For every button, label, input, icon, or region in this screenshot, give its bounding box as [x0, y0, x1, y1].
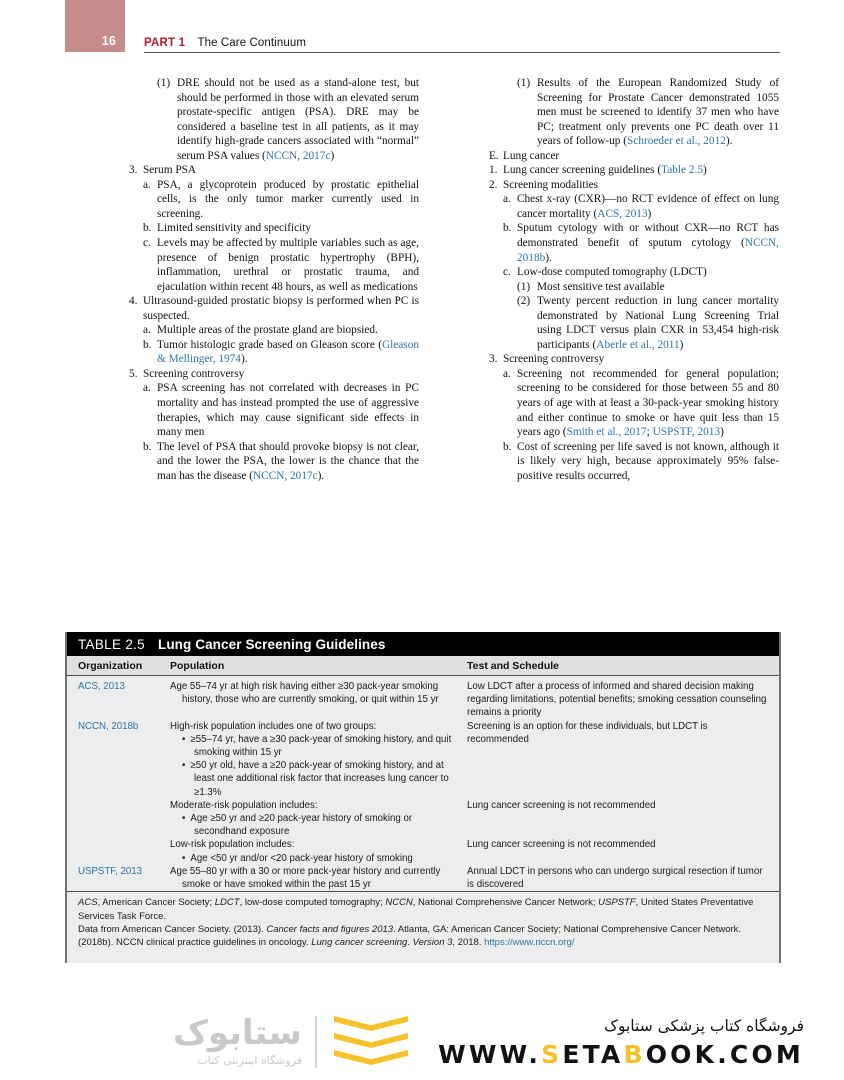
outline-text: Low-dose computed tomography (LDCT): [517, 266, 707, 279]
cell-organization: [67, 865, 170, 891]
outline-marker: E.: [489, 149, 499, 162]
outline-marker: b.: [143, 222, 152, 235]
right-text-column: [489, 76, 779, 483]
outline-marker: a.: [503, 193, 511, 206]
outline-marker: 3.: [489, 353, 498, 366]
table-title-bar: [67, 632, 779, 656]
cell-test-schedule: Lung cancer screening is not recommended: [467, 799, 656, 811]
outline-item: [489, 178, 779, 193]
outline-text: Lung cancer screening guidelines (Table 2.5): [503, 164, 707, 177]
cell-population: [170, 865, 467, 891]
outline-item: [489, 192, 779, 221]
running-head: [144, 37, 306, 49]
outline-marker: b.: [503, 222, 512, 235]
outline-item: [129, 221, 419, 236]
body-columns: [0, 76, 844, 621]
outline-text: Screening controversy: [503, 353, 605, 366]
outline-text: PSA, a glycoprotein produced by prostatic epithelial cells, is the only tumor marker currently used in screening.: [157, 178, 419, 220]
outline-text: Multiple areas of the prostate gland are biopsied.: [157, 324, 378, 337]
table-row: [67, 865, 779, 891]
outline-marker: b.: [503, 440, 512, 453]
outline-marker: a.: [143, 178, 151, 191]
outline-marker: c.: [503, 266, 511, 279]
outline-item: [129, 294, 419, 323]
outline-marker: a.: [143, 324, 151, 337]
outline-text: Screening controversy: [143, 367, 245, 380]
outline-item: [129, 236, 419, 294]
running-head-part: PART 1: [144, 37, 186, 49]
cell-test-schedule: Lung cancer screening is not recommended: [467, 839, 656, 851]
table-title: Lung Cancer Screening Guidelines: [157, 636, 386, 652]
outline-text: DRE should not be used as a stand-alone test, but should be performed in those with an elevated serum prostate-specific antigen (PSA). DRE may be considered a baseline test in all patients, as it may identify high-grade cancers associated with “normal” serum PSA values (NCCN, 2017c): [177, 77, 419, 162]
outline-marker: 1.: [489, 164, 498, 177]
population-bullet: • Age ≥50 yr and ≥20 pack-year history of smoking or secondhand exposure: [182, 813, 413, 838]
outline-marker: 5.: [129, 367, 138, 380]
branding-tagline: فروشگاه کتاب پزشکی ستابوک: [604, 1017, 804, 1035]
outline-text: Sputum cytology with or without CXR—no RCT has demonstrated benefit of sputum cytology (NCCN, 2018b).: [517, 222, 779, 264]
outline-marker: 4.: [129, 295, 138, 308]
table-2-5: [65, 632, 781, 963]
bullet-icon: •: [182, 733, 186, 745]
outline-text: Screening modalities: [503, 178, 599, 191]
population-line: Low-risk population includes:: [170, 839, 295, 851]
outline-text: PSA screening has not correlated with decreases in PC mortality and has instead prompted the use of aggressive therapies, which may cause significant side effects in many men: [157, 382, 419, 439]
organization-citation[interactable]: ACS, 2013: [78, 681, 125, 692]
table-abbreviations: ACS, American Cancer Society; LDCT, low-dose computed tomography; NCCN, National Comprehensive Cancer Network; USPSTF, United States Preventative Services Task Force.: [78, 897, 754, 922]
outline-marker: (2): [517, 295, 531, 308]
cell-test-schedule: Annual LDCT in persons who can undergo surgical resection if tumor is discovered: [467, 865, 763, 891]
cell-test-schedule: Low LDCT after a process of informed and shared decision making regarding limitations, potential benefits; smoking cessation counseling remains a priority: [467, 681, 767, 719]
outline-text: The level of PSA that should provoke biopsy is not clear, and the lower the PSA, the lower is the chance that the man has the disease (NCCN, 2017c).: [157, 440, 419, 482]
outline-text: Levels may be affected by multiple variables such as age, presence of benign prostatic hypertrophy (BPH), inflammation, urethral or prostatic trauma, and ejaculation within recent 48 hours, as well as medications: [157, 237, 419, 293]
cell-population: [170, 720, 467, 799]
table-body: [67, 676, 779, 891]
outline-item: [129, 76, 419, 163]
outline-item: [489, 367, 779, 440]
outline-item: [129, 367, 419, 382]
cell-population: [170, 799, 467, 839]
organization-citation[interactable]: USPSTF, 2013: [78, 865, 143, 877]
page-number: 16: [101, 34, 116, 48]
page-header: [0, 0, 844, 62]
outline-marker: c.: [143, 237, 151, 250]
population-line: High-risk population includes one of two groups:: [170, 720, 377, 732]
cell-organization: [67, 799, 170, 839]
organization-citation[interactable]: NCCN, 2018b: [78, 720, 139, 732]
url-letters-eta: ETA: [562, 1040, 624, 1069]
outline-item: [129, 338, 419, 367]
outline-marker: 3.: [129, 164, 138, 177]
population-bullet: • Age <50 yr and/or <20 pack-year history of smoking: [182, 852, 413, 864]
outline-item: [129, 323, 419, 338]
outline-text: Results of the European Randomized Study of Screening for Prostate Cancer demonstrated 1055 men must be screened to identify 37 men who have PC; treatment only prevents one PC death over 11 years of follow-up (Schroeder et al., 2012).: [537, 77, 779, 148]
cell-organization: [67, 680, 170, 720]
branding-text: [384, 1014, 804, 1072]
outline-item: [489, 265, 779, 280]
running-head-title: The Care Continuum: [197, 37, 306, 49]
cell-test-schedule: Screening is an option for these individuals, but LDCT is recommended: [467, 720, 708, 745]
outline-text: Lung cancer: [503, 149, 560, 162]
table-footnotes: [67, 891, 779, 963]
outline-item: [489, 352, 779, 367]
outline-marker: a.: [503, 367, 511, 380]
table-source-note-clipped: [78, 950, 769, 963]
outline-text: Serum PSA: [143, 164, 197, 177]
left-text-column: [129, 76, 419, 483]
branding-url: [384, 1038, 804, 1072]
population-line: Age 55–80 yr with a 30 or more pack-year history and currently smoke or have smoked within the past 15 yr: [170, 865, 441, 891]
outline-item: [489, 163, 779, 178]
url-letter-b: B: [623, 1040, 646, 1069]
outline-text: Cost of screening per life saved is not known, although it is likely very high, because approximately 95% false-positive results occurred,: [517, 440, 779, 482]
outline-marker: b.: [143, 440, 152, 453]
outline-text: Screening not recommended for general population; screening to be considered for those between 55 and 80 years of age with at least a 30-pack-year smoking history and either continue to smoke or have quit less than 15 years ago (Smith et al., 2017; USPSTF, 2013): [517, 367, 779, 439]
table-row: [67, 799, 779, 839]
table-row: [67, 838, 779, 864]
logo-wordmark: [72, 1014, 302, 1052]
column-header-test: Test and Schedule: [467, 660, 559, 672]
bullet-icon: •: [182, 760, 186, 772]
folio-block: [65, 0, 125, 52]
table-column-headers: [67, 656, 779, 676]
bullet-icon: •: [182, 813, 186, 825]
url-prefix: WWW.: [438, 1040, 542, 1069]
source-url[interactable]: https://www.nccn.org/: [484, 937, 575, 949]
population-bullet: • ≥55–74 yr, have a ≥30 pack-year of smoking history, and quit smoking within 15 yr: [182, 733, 452, 759]
outline-item: [129, 163, 419, 178]
logo-divider: [315, 1016, 317, 1068]
outline-marker: b.: [143, 338, 152, 351]
table-number: TABLE 2.5: [78, 636, 145, 652]
outline-marker: (1): [157, 77, 171, 89]
setabook-logo: [72, 1012, 372, 1074]
population-line: Moderate-risk population includes:: [170, 799, 318, 811]
outline-marker: 2.: [489, 178, 498, 191]
url-letter-s: S: [541, 1040, 563, 1069]
outline-marker: (1): [517, 280, 531, 293]
outline-text: Ultrasound-guided prostatic biopsy is performed when PC is suspected.: [143, 295, 419, 322]
population-bullet: • ≥50 yr old, have a ≥20 pack-year of smoking history, and at least one additional risk factor that increases lung cancer to ≥1.3%: [182, 760, 449, 798]
outline-item: [489, 280, 779, 295]
outline-item: [489, 440, 779, 484]
column-header-organization: Organization: [78, 660, 143, 672]
header-rule: [144, 52, 780, 53]
outline-item: [129, 178, 419, 222]
table-row: [67, 676, 779, 720]
branding-bar: [0, 1004, 844, 1080]
outline-item: [489, 76, 779, 149]
logo-wordmark-text: ستابوک: [173, 1013, 302, 1053]
table-source-note: Data from American Cancer Society. (2013). Cancer facts and figures 2013. Atlanta, GA: American Cancer Society; National Comprehensive Cancer Network. (2018b). NCCN clinical practice guidelines in oncology. Lung cancer screening. Version 3, 2018. https://www.nccn.org/: [78, 924, 742, 949]
logo-subtitle: فروشگاه اینترنتی کتاب: [197, 1054, 302, 1067]
outline-item: [489, 294, 779, 352]
outline-text: Tumor histologic grade based on Gleason score (Gleason & Mellinger, 1974).: [157, 338, 419, 366]
url-suffix: OOK.COM: [645, 1040, 804, 1069]
table-row: [67, 720, 779, 799]
outline-marker: (1): [517, 77, 531, 89]
outline-item: [129, 440, 419, 484]
column-header-population: Population: [170, 660, 225, 672]
outline-marker: a.: [143, 382, 151, 395]
outline-text: Twenty percent reduction in lung cancer mortality demonstrated by National Lung Screening Trial using LDCT versus plain CXR in 53,454 high-risk participants (Aberle et al., 2011): [537, 295, 779, 351]
outline-item: [129, 381, 419, 439]
cell-population: [170, 680, 467, 720]
cell-population: [170, 838, 467, 864]
cell-organization: [67, 720, 170, 799]
outline-item: [489, 149, 779, 164]
outline-text: Chest x-ray (CXR)—no RCT evidence of effect on lung cancer mortality (ACS, 2013): [517, 193, 779, 220]
outline-item: [489, 221, 779, 265]
outline-text: Limited sensitivity and specificity: [157, 222, 312, 235]
cell-organization: [67, 838, 170, 864]
bullet-icon: •: [182, 852, 186, 864]
population-line: Age 55–74 yr at high risk having either ≥30 pack-year smoking history, those who are currently smoking, or quit within 15 yr: [170, 681, 439, 706]
outline-text: Most sensitive test available: [537, 280, 665, 293]
